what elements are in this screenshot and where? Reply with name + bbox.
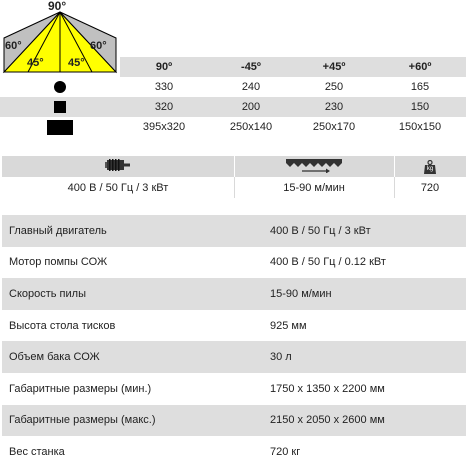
weight-kg-icon <box>423 160 437 174</box>
weight-icon-text: kg <box>426 165 434 172</box>
spec-row <box>2 405 466 437</box>
rectangle-icon <box>47 120 73 135</box>
spec-row <box>2 247 466 279</box>
capacity-row-rectangle <box>0 117 466 137</box>
angle-label-right-60: 60° <box>90 40 107 52</box>
table-cell: 330 <box>154 81 174 93</box>
spec-value: 1750 x 1350 x 2200 мм <box>270 382 385 395</box>
spec-label: Объем бака СОЖ <box>9 351 100 364</box>
quick-spec-icons-row <box>2 156 466 177</box>
spec-label: Габаритные размеры (макс.) <box>9 414 156 427</box>
capacity-row-round <box>0 77 466 97</box>
spec-row <box>2 436 466 468</box>
capacity-header-row <box>120 57 466 77</box>
spec-row <box>2 310 466 342</box>
spec-value: 400 В / 50 Гц / 3 кВт <box>270 224 371 237</box>
table-cell: 150 <box>410 101 430 113</box>
spec-label: Габаритные размеры (мин.) <box>9 382 152 395</box>
table-cell: 230 <box>324 101 344 113</box>
table-cell: 150x150 <box>398 121 442 133</box>
angle-label-left-45: 45° <box>27 57 44 69</box>
table-cell: 250x170 <box>312 121 356 133</box>
quick-spec-values-row <box>2 177 466 198</box>
saw-speed-value: 15-90 м/мин <box>283 181 345 194</box>
spec-row <box>2 215 466 247</box>
angle-label-90: 90° <box>48 0 67 13</box>
table-cell: 250 <box>324 81 344 93</box>
spec-row <box>2 373 466 405</box>
square-icon <box>54 101 66 113</box>
spec-label: Скорость пилы <box>9 287 86 300</box>
cutting-angle-diagram <box>0 0 120 76</box>
spec-label: Вес станка <box>9 445 65 458</box>
angle-header-plus60: +60º <box>408 61 432 73</box>
angle-header-minus45: -45º <box>241 61 261 73</box>
angle-label-right-45: 45° <box>68 57 85 69</box>
weight-value: 720 <box>420 181 440 194</box>
table-cell: 200 <box>241 101 261 113</box>
spec-label: Главный двигатель <box>9 224 107 237</box>
spec-label: Высота стола тисков <box>9 319 116 332</box>
circle-icon <box>54 81 66 93</box>
spec-list <box>2 215 466 468</box>
spec-value: 30 л <box>270 351 292 364</box>
spec-value: 925 мм <box>270 319 307 332</box>
spec-label: Мотор помпы СОЖ <box>9 256 108 269</box>
spec-value: 15-90 м/мин <box>270 287 332 300</box>
table-cell: 165 <box>410 81 430 93</box>
spec-value: 2150 x 2050 x 2600 мм <box>270 414 385 427</box>
spec-row <box>2 341 466 373</box>
capacity-row-square <box>0 97 466 117</box>
angle-label-left-60: 60° <box>5 40 22 52</box>
table-cell: 320 <box>154 101 174 113</box>
saw-blade-icon <box>284 157 344 176</box>
spec-value: 720 кг <box>270 445 301 458</box>
motor-icon <box>105 158 131 175</box>
spec-value: 400 В / 50 Гц / 0.12 кВт <box>270 256 386 269</box>
table-cell: 395x320 <box>142 121 186 133</box>
angle-header-90: 90º <box>155 61 173 73</box>
angle-header-plus45: +45º <box>322 61 346 73</box>
table-cell: 250x140 <box>229 121 273 133</box>
spec-row <box>2 278 466 310</box>
motor-power-value: 400 В / 50 Гц / 3 кВт <box>67 181 169 194</box>
table-cell: 240 <box>241 81 261 93</box>
